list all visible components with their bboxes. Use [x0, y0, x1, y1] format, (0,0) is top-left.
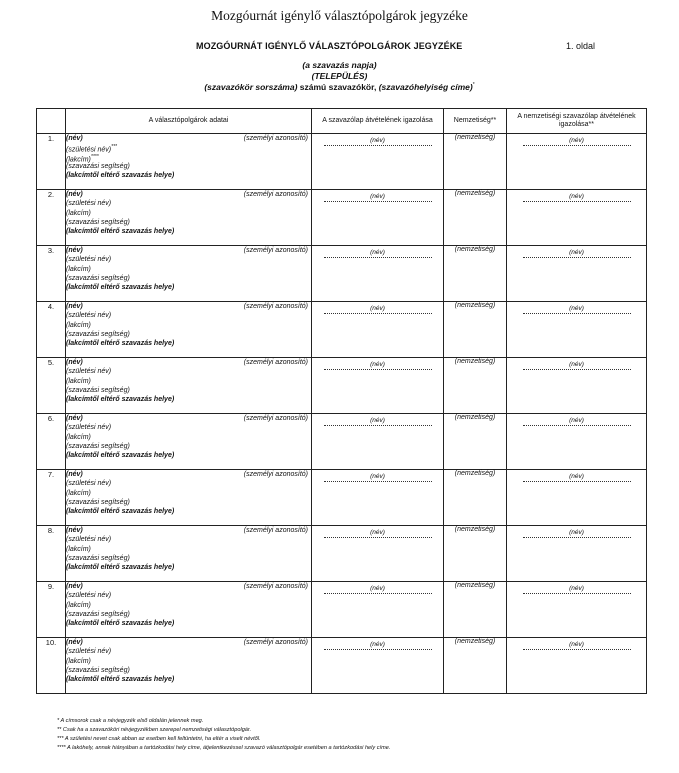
nationality-ballot-receipt-cell [507, 414, 647, 470]
signature-field: (név) [324, 529, 432, 538]
assistance-line: (szavazási segítség) [66, 274, 130, 282]
name-label: (név) [66, 135, 83, 142]
signature-field: (név) [324, 361, 432, 370]
address-line [66, 209, 311, 218]
birth-name-label: (születési név) [66, 200, 112, 208]
birth-name-label: (születési név) [66, 592, 112, 600]
address-label: (lakcím) [66, 209, 91, 217]
assistance-line: (szavazási segítség) [66, 666, 130, 674]
nationality-ballot-receipt-cell [507, 470, 647, 526]
assistance-line: (szavazási segítség) [66, 162, 130, 170]
address-line [66, 545, 311, 554]
footnote: ** Csak ha a szavazóköri névjegyzékben szerepel nemzetiségi választópolgár. [57, 727, 252, 733]
alt-location-line: (lakcímtől eltérő szavazás helye) [66, 564, 175, 572]
assistance-line: (szavazási segítség) [66, 218, 130, 226]
signature-field: (név) [324, 641, 432, 650]
voter-data-cell [66, 190, 312, 246]
signature-field: (név) [523, 137, 631, 146]
column-header: A szavazólap átvételének igazolása [312, 109, 444, 134]
name-line [66, 246, 311, 255]
birth-name-label: (születési név) [66, 480, 112, 488]
row-number: 6. [37, 414, 66, 470]
id-label: (személyi azonosító) [243, 639, 308, 646]
assistance-line: (szavazási segítség) [66, 554, 130, 562]
alt-location-line: (lakcímtől eltérő szavazás helye) [66, 396, 175, 404]
name-label: (név) [66, 471, 83, 478]
table-row [37, 302, 647, 358]
address-label: (lakcím) [66, 657, 91, 665]
address-line [66, 153, 311, 162]
name-line [66, 526, 311, 535]
signature-field: (név) [324, 585, 432, 594]
name-line [66, 134, 311, 143]
column-header: A nemzetiségi szavazólap átvételének igazolása** [507, 109, 647, 134]
signature-field: (név) [523, 585, 631, 594]
address-line [66, 377, 311, 386]
row-number: 3. [37, 246, 66, 302]
name-label: (név) [66, 303, 83, 310]
election-date-line: (a szavazás napja) [302, 60, 377, 70]
ballot-receipt-cell [312, 582, 444, 638]
birth-name-label: (születési név) [66, 312, 112, 320]
number-column-header [37, 109, 66, 134]
nationality-cell: (nemzetiség) [444, 470, 507, 526]
id-label: (személyi azonosító) [243, 135, 308, 142]
table-row [37, 414, 647, 470]
assistance-line: (szavazási segítség) [66, 498, 130, 506]
birth-name-label: (születési név) [66, 146, 112, 154]
id-label: (személyi azonosító) [243, 303, 308, 310]
address-line [66, 321, 311, 330]
birth-name-line [66, 535, 311, 544]
nationality-ballot-receipt-cell [507, 134, 647, 190]
birth-name-line [66, 647, 311, 656]
address-label: (lakcím) [66, 433, 91, 441]
birth-name-label: (születési név) [66, 536, 112, 544]
alt-location-line: (lakcímtől eltérő szavazás helye) [66, 284, 175, 292]
name-label: (név) [66, 191, 83, 198]
id-label: (személyi azonosító) [243, 247, 308, 254]
signature-field: (név) [324, 193, 432, 202]
name-label: (név) [66, 583, 83, 590]
voter-data-cell [66, 358, 312, 414]
address-label: (lakcím) [66, 377, 91, 385]
row-number: 4. [37, 302, 66, 358]
voter-data-cell [66, 470, 312, 526]
column-header: Nemzetiség** [444, 109, 507, 134]
birth-name-line [66, 423, 311, 432]
birth-name-mark: *** [111, 144, 117, 151]
voters-table [36, 108, 647, 694]
nationality-cell: (nemzetiség) [444, 414, 507, 470]
signature-field: (név) [324, 249, 432, 258]
district-mark: * [472, 82, 475, 89]
birth-name-label: (születési név) [66, 648, 112, 656]
id-label: (személyi azonosító) [243, 583, 308, 590]
nationality-ballot-receipt-cell [507, 582, 647, 638]
ballot-receipt-cell [312, 302, 444, 358]
address-label: (lakcím) [66, 321, 91, 329]
name-line [66, 414, 311, 423]
nationality-cell: (nemzetiség) [444, 526, 507, 582]
table-row [37, 470, 647, 526]
table-row [37, 190, 647, 246]
name-line [66, 470, 311, 479]
birth-name-line [66, 311, 311, 320]
table-row [37, 358, 647, 414]
row-number: 5. [37, 358, 66, 414]
ballot-receipt-cell [312, 358, 444, 414]
name-label: (név) [66, 415, 83, 422]
district-line [0, 82, 679, 92]
address-label: (lakcím) [66, 265, 91, 273]
birth-name-line [66, 367, 311, 376]
voter-data-cell [66, 582, 312, 638]
row-number: 9. [37, 582, 66, 638]
nationality-ballot-receipt-cell [507, 358, 647, 414]
name-line [66, 190, 311, 199]
nationality-cell: (nemzetiség) [444, 638, 507, 694]
assistance-line: (szavazási segítség) [66, 330, 130, 338]
address-line [66, 601, 311, 610]
district-number: (szavazókör sorszáma) [204, 82, 298, 92]
table-header-row [37, 109, 647, 134]
page-number: 1. oldal [566, 41, 596, 51]
address-line [66, 433, 311, 442]
footnote: *** A születési nevet csak abban az esetben kell feltüntetni, ha eltér a viselt névtől. [57, 736, 261, 742]
address-line [66, 489, 311, 498]
ballot-receipt-cell [312, 526, 444, 582]
voter-data-cell [66, 246, 312, 302]
id-label: (személyi azonosító) [243, 415, 308, 422]
address-line [66, 265, 311, 274]
district-address: (szavazóhelyiség címe) [378, 82, 473, 92]
birth-name-line [66, 199, 311, 208]
footnote: * A címsorok csak a névjegyzék első oldalán jelennek meg. [57, 718, 204, 724]
alt-location-line: (lakcímtől eltérő szavazás helye) [66, 508, 175, 516]
nationality-cell: (nemzetiség) [444, 190, 507, 246]
table-row [37, 638, 647, 694]
document-title: Mozgóurnát igénylő választópolgárok jegyzéke [211, 8, 468, 23]
signature-field: (név) [523, 529, 631, 538]
row-number: 8. [37, 526, 66, 582]
table-row [37, 246, 647, 302]
birth-name-label: (születési név) [66, 368, 112, 376]
ballot-receipt-cell [312, 190, 444, 246]
row-number: 1. [37, 134, 66, 190]
voter-data-cell [66, 302, 312, 358]
alt-location-line: (lakcímtől eltérő szavazás helye) [66, 172, 175, 180]
signature-field: (név) [523, 193, 631, 202]
alt-location-line: (lakcímtől eltérő szavazás helye) [66, 452, 175, 460]
signature-field: (név) [523, 417, 631, 426]
footnote: **** A lakóhely, annak hiányában a tartózkodási hely címe, átjelentkezéssel szavazó választópolgár esetében a tartózkodási hely címe. [57, 745, 391, 751]
alt-location-line: (lakcímtől eltérő szavazás helye) [66, 676, 175, 684]
alt-location-line: (lakcímtől eltérő szavazás helye) [66, 228, 175, 236]
district-middle: számú szavazókör, [297, 82, 379, 92]
name-line [66, 358, 311, 367]
table-row [37, 582, 647, 638]
nationality-cell: (nemzetiség) [444, 246, 507, 302]
birth-name-line [66, 255, 311, 264]
nationality-ballot-receipt-cell [507, 526, 647, 582]
nationality-ballot-receipt-cell [507, 190, 647, 246]
signature-field: (név) [523, 361, 631, 370]
id-label: (személyi azonosító) [243, 191, 308, 198]
assistance-line: (szavazási segítség) [66, 386, 130, 394]
name-label: (név) [66, 639, 83, 646]
voter-data-cell [66, 638, 312, 694]
table-row [37, 134, 647, 190]
voter-data-cell [66, 526, 312, 582]
birth-name-label: (születési név) [66, 256, 112, 264]
nationality-cell: (nemzetiség) [444, 582, 507, 638]
alt-location-line: (lakcímtől eltérő szavazás helye) [66, 340, 175, 348]
signature-field: (név) [324, 137, 432, 146]
table-row [37, 526, 647, 582]
name-label: (név) [66, 527, 83, 534]
ballot-receipt-cell [312, 414, 444, 470]
id-label: (személyi azonosító) [243, 471, 308, 478]
alt-location-line: (lakcímtől eltérő szavazás helye) [66, 620, 175, 628]
signature-field: (név) [523, 305, 631, 314]
id-label: (személyi azonosító) [243, 359, 308, 366]
signature-field: (név) [523, 641, 631, 650]
birth-name-line [66, 143, 311, 152]
address-label: (lakcím) [66, 545, 91, 553]
ballot-receipt-cell [312, 470, 444, 526]
nationality-cell: (nemzetiség) [444, 134, 507, 190]
name-line [66, 302, 311, 311]
nationality-ballot-receipt-cell [507, 302, 647, 358]
row-number: 7. [37, 470, 66, 526]
ballot-receipt-cell [312, 246, 444, 302]
voter-data-cell [66, 414, 312, 470]
row-number: 2. [37, 190, 66, 246]
assistance-line: (szavazási segítség) [66, 610, 130, 618]
signature-field: (név) [324, 473, 432, 482]
name-label: (név) [66, 359, 83, 366]
nationality-ballot-receipt-cell [507, 246, 647, 302]
list-title: MOZGÓURNÁT IGÉNYLŐ VÁLASZTÓPOLGÁROK JEGYZÉKE [196, 41, 463, 51]
birth-name-line [66, 591, 311, 600]
birth-name-line [66, 479, 311, 488]
birth-name-label: (születési név) [66, 424, 112, 432]
address-mark: **** [90, 153, 99, 160]
nationality-cell: (nemzetiség) [444, 302, 507, 358]
signature-field: (név) [523, 473, 631, 482]
ballot-receipt-cell [312, 134, 444, 190]
signature-field: (név) [523, 249, 631, 258]
settlement-line: (TELEPÜLÉS) [311, 71, 368, 81]
address-line [66, 657, 311, 666]
address-label: (lakcím) [66, 601, 91, 609]
name-line [66, 582, 311, 591]
column-header: A választópolgárok adatai [66, 109, 312, 134]
signature-field: (név) [324, 417, 432, 426]
voter-data-cell [66, 134, 312, 190]
signature-field: (név) [324, 305, 432, 314]
row-number: 10. [37, 638, 66, 694]
address-label: (lakcím) [66, 489, 91, 497]
nationality-cell: (nemzetiség) [444, 358, 507, 414]
address-label: (lakcím) [66, 155, 91, 163]
name-line [66, 638, 311, 647]
ballot-receipt-cell [312, 638, 444, 694]
name-label: (név) [66, 247, 83, 254]
nationality-ballot-receipt-cell [507, 638, 647, 694]
assistance-line: (szavazási segítség) [66, 442, 130, 450]
id-label: (személyi azonosító) [243, 527, 308, 534]
